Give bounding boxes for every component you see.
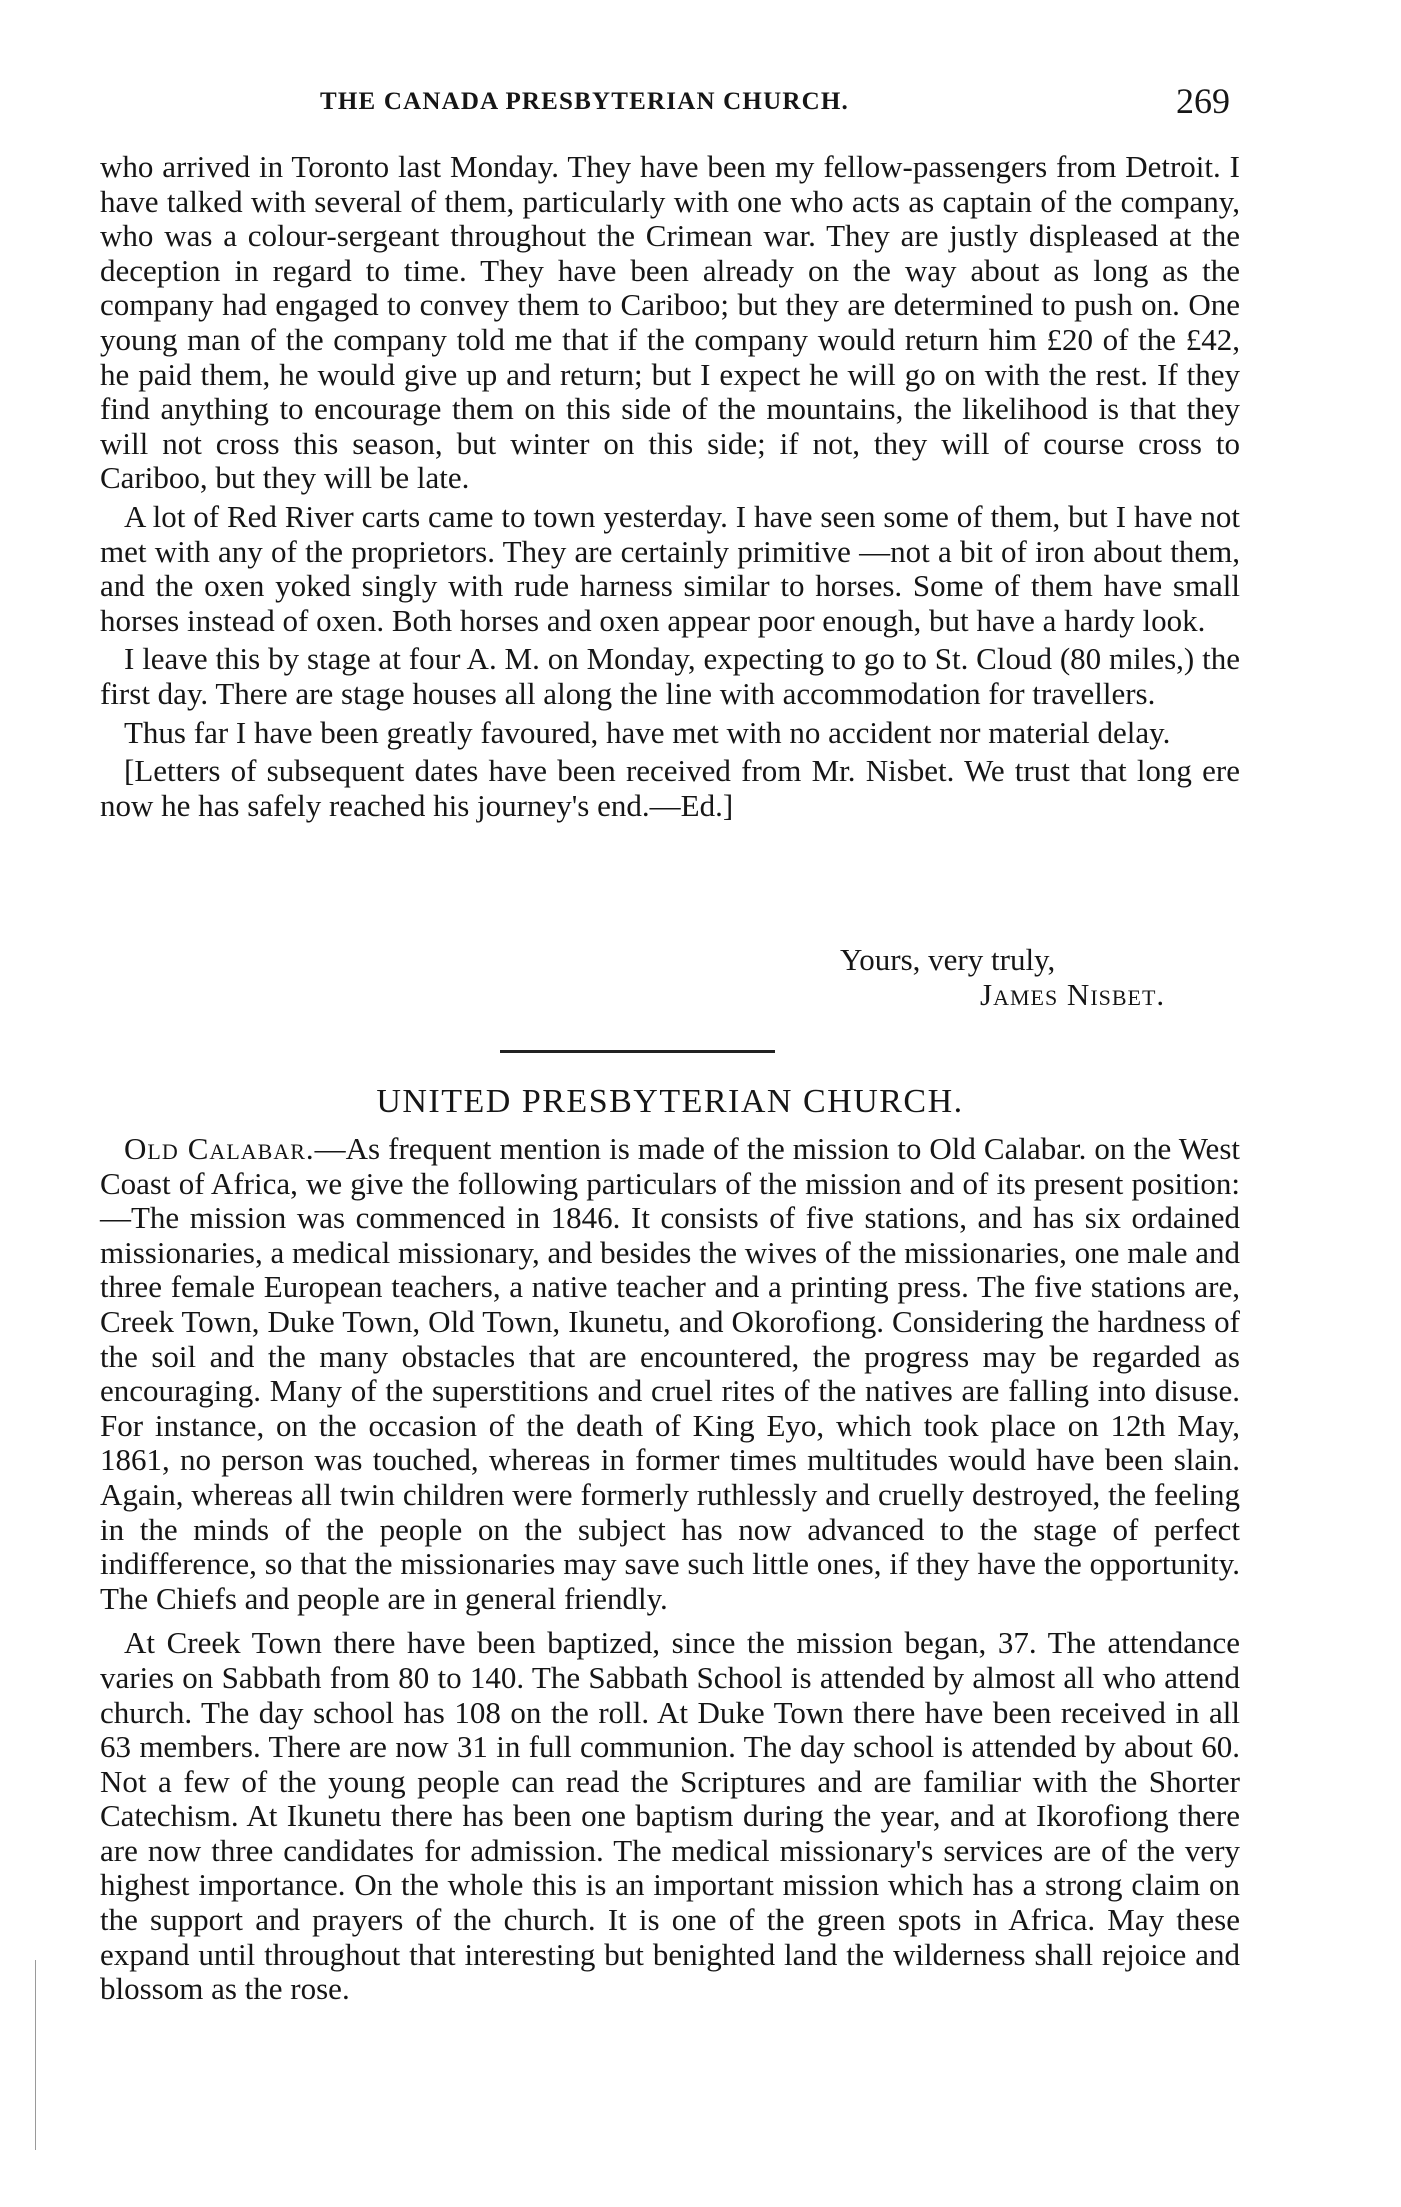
section-body: [100, 1132, 1240, 2011]
document-page: [100, 0, 1240, 2207]
section-paragraph-2: At Creek Town there have been baptized, since the mission began, 37. The attendance varies on Sabbath from 80 to 140. The Sabbath School is attended by almost all who attend church. The day school has 108 on the roll. At Duke Town there have been received in all 63 members. There are now 31 in full communion. The day school is attended by about 60. Not a few of the young people can read the Scriptures and are familiar with the Shorter Catechism. At Ikunetu there has been one baptism during the year, and at Ikorofiong there are now three candidates for admission. The medical missionary's services are of the very highest importance. On the whole this is an important mission which has a strong claim on the support and prayers of the church. It is one of the green spots in Africa. May these expand until throughout that interesting but benighted land the wilderness shall rejoice and blossom as the rose.: [100, 1625, 1240, 2007]
editor-note: [Letters of subsequent dates have been received from Mr. Nisbet. We trust that long ere now he has safely reached his journey's end.—Ed.]: [100, 753, 1240, 823]
letter-paragraph-4: Thus far I have been greatly favoured, have met with no accident nor material delay.: [124, 714, 1171, 750]
page-number: 269: [1176, 81, 1230, 121]
running-title: THE CANADA PRESBYTERIAN CHURCH.: [320, 88, 849, 115]
letter-signoff: [100, 943, 1240, 1012]
section-paragraph-1: [100, 1132, 1240, 1616]
section-lead-in: Old Calabar.: [124, 1131, 315, 1166]
letter-body: [100, 150, 1240, 827]
letter-paragraph-2: A lot of Red River carts came to town yesterday. I have seen some of them, but I have not met with any of the proprietors. They are certainly primitive —not a bit of iron about them, and the oxen yoked singly with rude harness similar to horses. Some of them have small horses instead of oxen. Both horses and oxen appear poor enough, but have a hardy look.: [100, 498, 1240, 638]
letter-paragraph-1: who arrived in Toronto last Monday. They have been my fellow-passengers from Detroit. I have talked with several of them, particularly with one who acts as captain of the company, who was a colour-sergeant throughout the Crimean war. They are justly displeased at the deception in regard to time. They have been already on the way about as long as the company had engaged to convey them to Cariboo; but they are determined to push on. One young man of the company told me that if the company would return him £20 of the £42, he paid them, he would give up and return; but I expect he will go on with the rest. If they find anything to encourage them on this side of the mountains, the likelihood is that they will not cross this season, but winter on this side; if not, they will of course cross to Cariboo, but they will be late.: [100, 149, 1240, 496]
letter-closing: Yours, very truly,: [840, 942, 1056, 977]
letter-signature: James Nisbet.: [980, 976, 1166, 1012]
section-heading: UNITED PRESBYTERIAN CHURCH.: [376, 1083, 964, 1120]
running-head: [100, 80, 1240, 130]
margin-mark: [35, 1960, 36, 2150]
section-paragraph-1-text: —As frequent mention is made of the mission to Old Calabar. on the West Coast of Africa, we give the following particulars of the mission and of its present position:—The mission was commenced in 1846. It consists of five stations, and has six ordained missionaries, a medical missionary, and besides the wives of the missionaries, one male and three female European teachers, a native teacher and a printing press. The five stations are, Creek Town, Duke Town, Old Town, Ikunetu, and Okorofiong. Considering the hardness of the soil and the many obstacles that are encountered, the progress may be regarded as encouraging. Many of the superstitions and cruel rites of the natives are falling into disuse. For instance, on the occasion of the death of King Eyo, which took place on 12th May, 1861, no person was touched, whereas in former times multitudes would have been slain. Again, whereas all twin children were formerly ruthlessly and cruelly destroyed, the feeling in the minds of the people on the subject has now advanced to the stage of perfect indifference, so that the missionaries may save such little ones, if they have the opportunity. The Chiefs and people are in general friendly.: [100, 1131, 1240, 1616]
letter-paragraph-3: I leave this by stage at four A. M. on Monday, expecting to go to St. Cloud (80 miles,) the first day. There are stage houses all along the line with accommodation for travellers.: [100, 641, 1240, 711]
section-divider: [500, 1050, 775, 1053]
